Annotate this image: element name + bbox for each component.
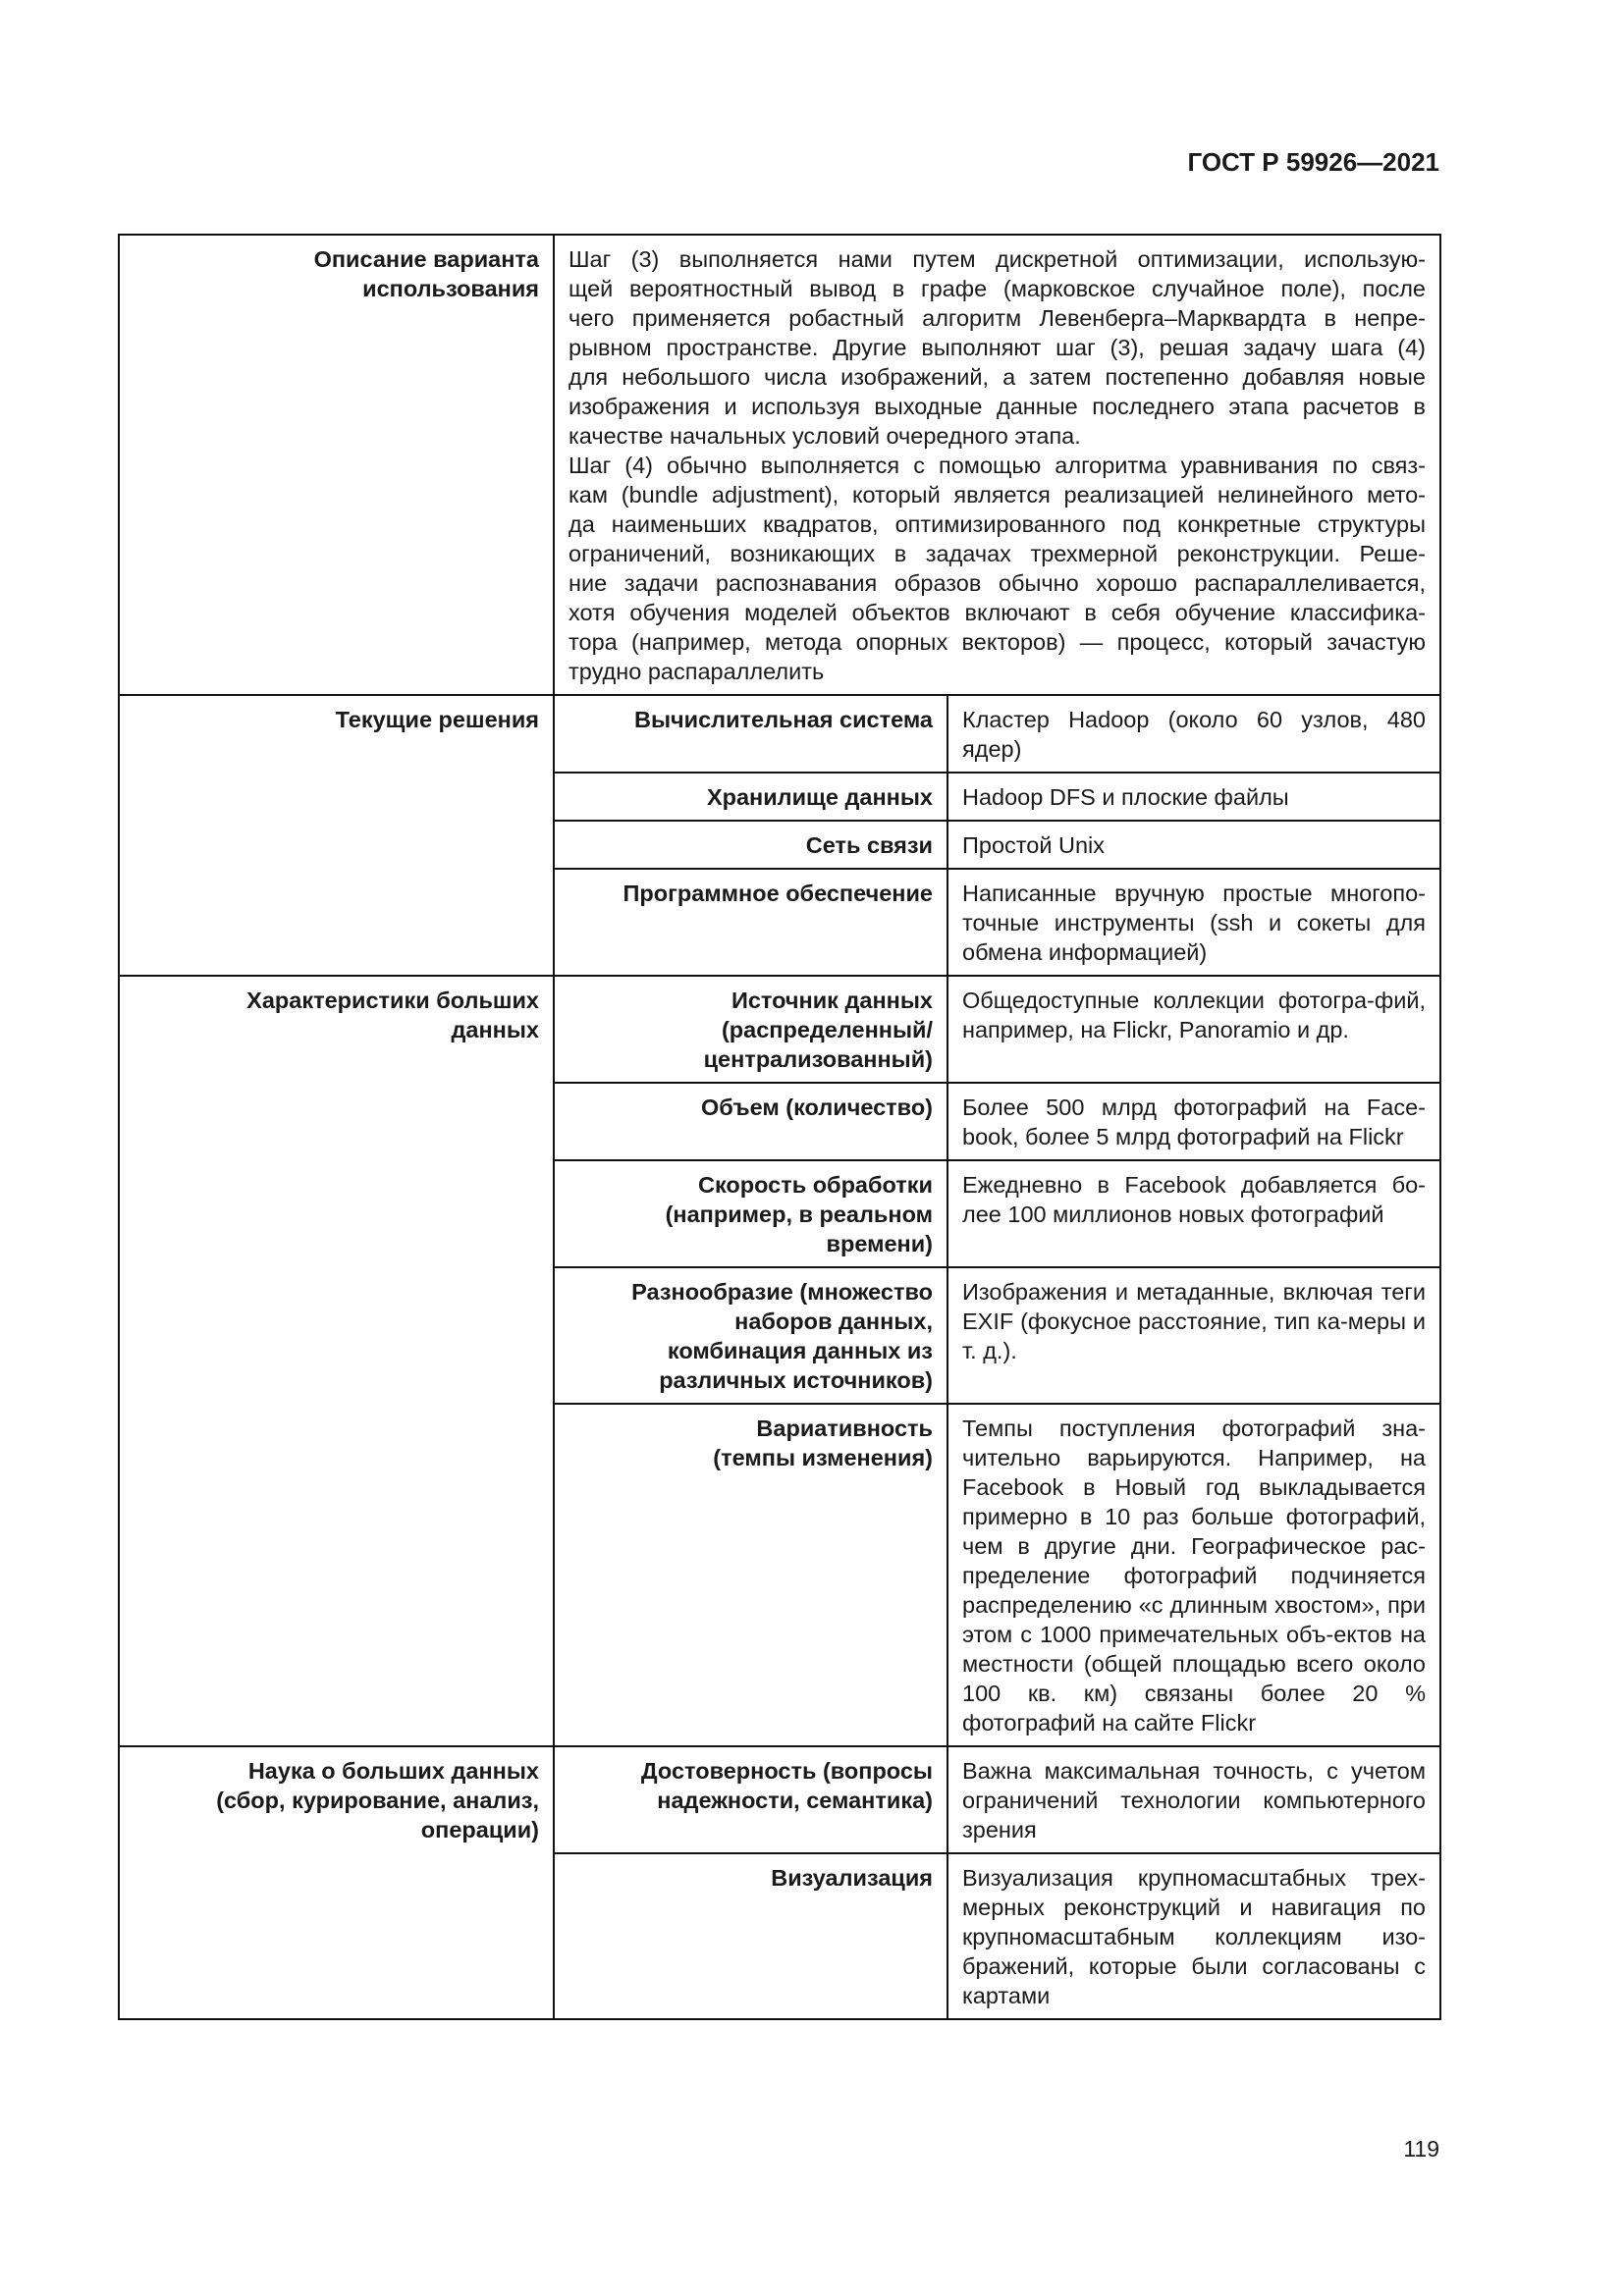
page-number: 119 — [1403, 2136, 1439, 2162]
value-storage: Hadoop DFS и плоские файлы — [947, 773, 1440, 821]
param-storage: Хранилище данных — [554, 773, 947, 821]
param-compute-system: Вычислительная система — [554, 695, 947, 773]
param-data-source: Источник данных (распределенный/ централизованный) — [554, 976, 947, 1083]
text-line: щей вероятностный вывод в графе (марковское случайное поле), после — [568, 276, 1426, 301]
label-line: операции) — [420, 1817, 539, 1842]
text-line: чего применяется робастный алгоритм Левенберга–Марквардта в непре- — [568, 305, 1426, 331]
value-visualization: Визуализация крупномасштабных трех-мерных реконструкций и навигация по крупномасштабным коллекциям изо-бражений, которые были согласованы с картами — [947, 1853, 1440, 2019]
value-volume: Более 500 млрд фотографий на Face-book, более 5 млрд фотографий на Flickr — [947, 1083, 1440, 1160]
param-velocity: Скорость обработки (например, в реальном времени) — [554, 1160, 947, 1267]
text-line: ограничений, возникающих в задачах трехмерной реконструкции. Реше- — [568, 541, 1426, 566]
row-use-case-description — [119, 235, 1440, 695]
text-line: кам (bundle adjustment), который является реализацией нелинейного мето- — [568, 482, 1426, 507]
label-line: данных — [451, 1017, 539, 1042]
param-variability: Вариативность (темпы изменения) — [554, 1404, 947, 1746]
text-line: трудно распараллелить — [568, 659, 825, 684]
text-line: хотя обучения моделей объектов включают в себя обучение классифика- — [568, 600, 1426, 625]
text-line: ние задачи распознавания образов обычно хорошо распараллеливается, — [568, 570, 1426, 596]
text-line: да наименьших квадратов, оптимизированного под конкретные структуры — [568, 511, 1426, 537]
param-network: Сеть связи — [554, 821, 947, 869]
value-network: Простой Unix — [947, 821, 1440, 869]
description-text — [554, 235, 1440, 695]
value-compute-system: Кластер Hadoop (около 60 узлов, 480 ядер) — [947, 695, 1440, 773]
section-label-current — [119, 695, 554, 976]
value-variety: Изображения и метаданные, включая теги EXIF (фокусное расстояние, тип ка-меры и т. д.). — [947, 1267, 1440, 1404]
label-line: Наука о больших данных — [247, 1758, 539, 1784]
section-label-science — [119, 1746, 554, 2019]
param-visualization: Визуализация — [554, 1853, 947, 2019]
text-line: рывном пространстве. Другие выполняют шаг (3), решая задачу шага (4) — [568, 335, 1426, 360]
param-software: Программное обеспечение — [554, 869, 947, 976]
param-veracity: Достоверность (вопросы надежности, семантика) — [554, 1746, 947, 1853]
value-data-source: Общедоступные коллекции фотогра-фий, например, на Flickr, Panoramio и др. — [947, 976, 1440, 1083]
row-veracity — [119, 1746, 1440, 1853]
value-veracity: Важна максимальная точность, с учетом ограничений технологии компьютерного зрения — [947, 1746, 1440, 1853]
value-software: Написанные вручную простые многопо-точные инструменты (ssh и сокеты для обмена информацией) — [947, 869, 1440, 976]
param-variety: Разнообразие (множество наборов данных, комбинация данных из различных источников) — [554, 1267, 947, 1404]
label-line: (сбор, курирование, анализ, — [216, 1788, 539, 1813]
text-line: тора (например, метода опорных векторов) — процесс, который зачастую — [568, 629, 1426, 655]
row-current-solutions — [119, 695, 1440, 773]
value-velocity: Ежедневно в Facebook добавляется бо-лее 100 миллионов новых фотографий — [947, 1160, 1440, 1267]
label-line: Характеристики больших — [246, 988, 539, 1013]
text-line: Шаг (4) обычно выполняется с помощью алгоритма уравнивания по связ- — [568, 453, 1426, 478]
text-line: качестве начальных условий очередного этапа. — [568, 423, 1081, 449]
text-line: Шаг (3) выполняется нами путем дискретной оптимизации, использую- — [568, 246, 1426, 272]
section-label-bigdata — [119, 976, 554, 1746]
param-volume: Объем (количество) — [554, 1083, 947, 1160]
text-line: для небольшого числа изображений, а затем постепенно добавляя новые — [568, 364, 1426, 390]
label-line: Описание варианта — [313, 246, 539, 272]
text-line: изображения и используя выходные данные последнего этапа расчетов в — [568, 394, 1426, 419]
value-variability: Темпы поступления фотографий зна-чительно варьируются. Например, на Facebook в Новый год выкладывается примерно в 10 раз больше фотографий, чем в другие дни. Географическое рас-пределение фотографий подчиняется распределению «с длинным хвостом», при этом с 1000 примечательных объ-ектов на местности (общей площадью всего около 100 кв. км) связаны более 20 % фотографий на сайте Flickr — [947, 1404, 1440, 1746]
document-code: ГОСТ Р 59926—2021 — [1187, 147, 1439, 177]
row-data-source — [119, 976, 1440, 1083]
label-line: Текущие решения — [335, 707, 539, 732]
use-case-table — [118, 234, 1441, 2020]
section-label-description — [119, 235, 554, 695]
label-line: использования — [362, 276, 539, 301]
